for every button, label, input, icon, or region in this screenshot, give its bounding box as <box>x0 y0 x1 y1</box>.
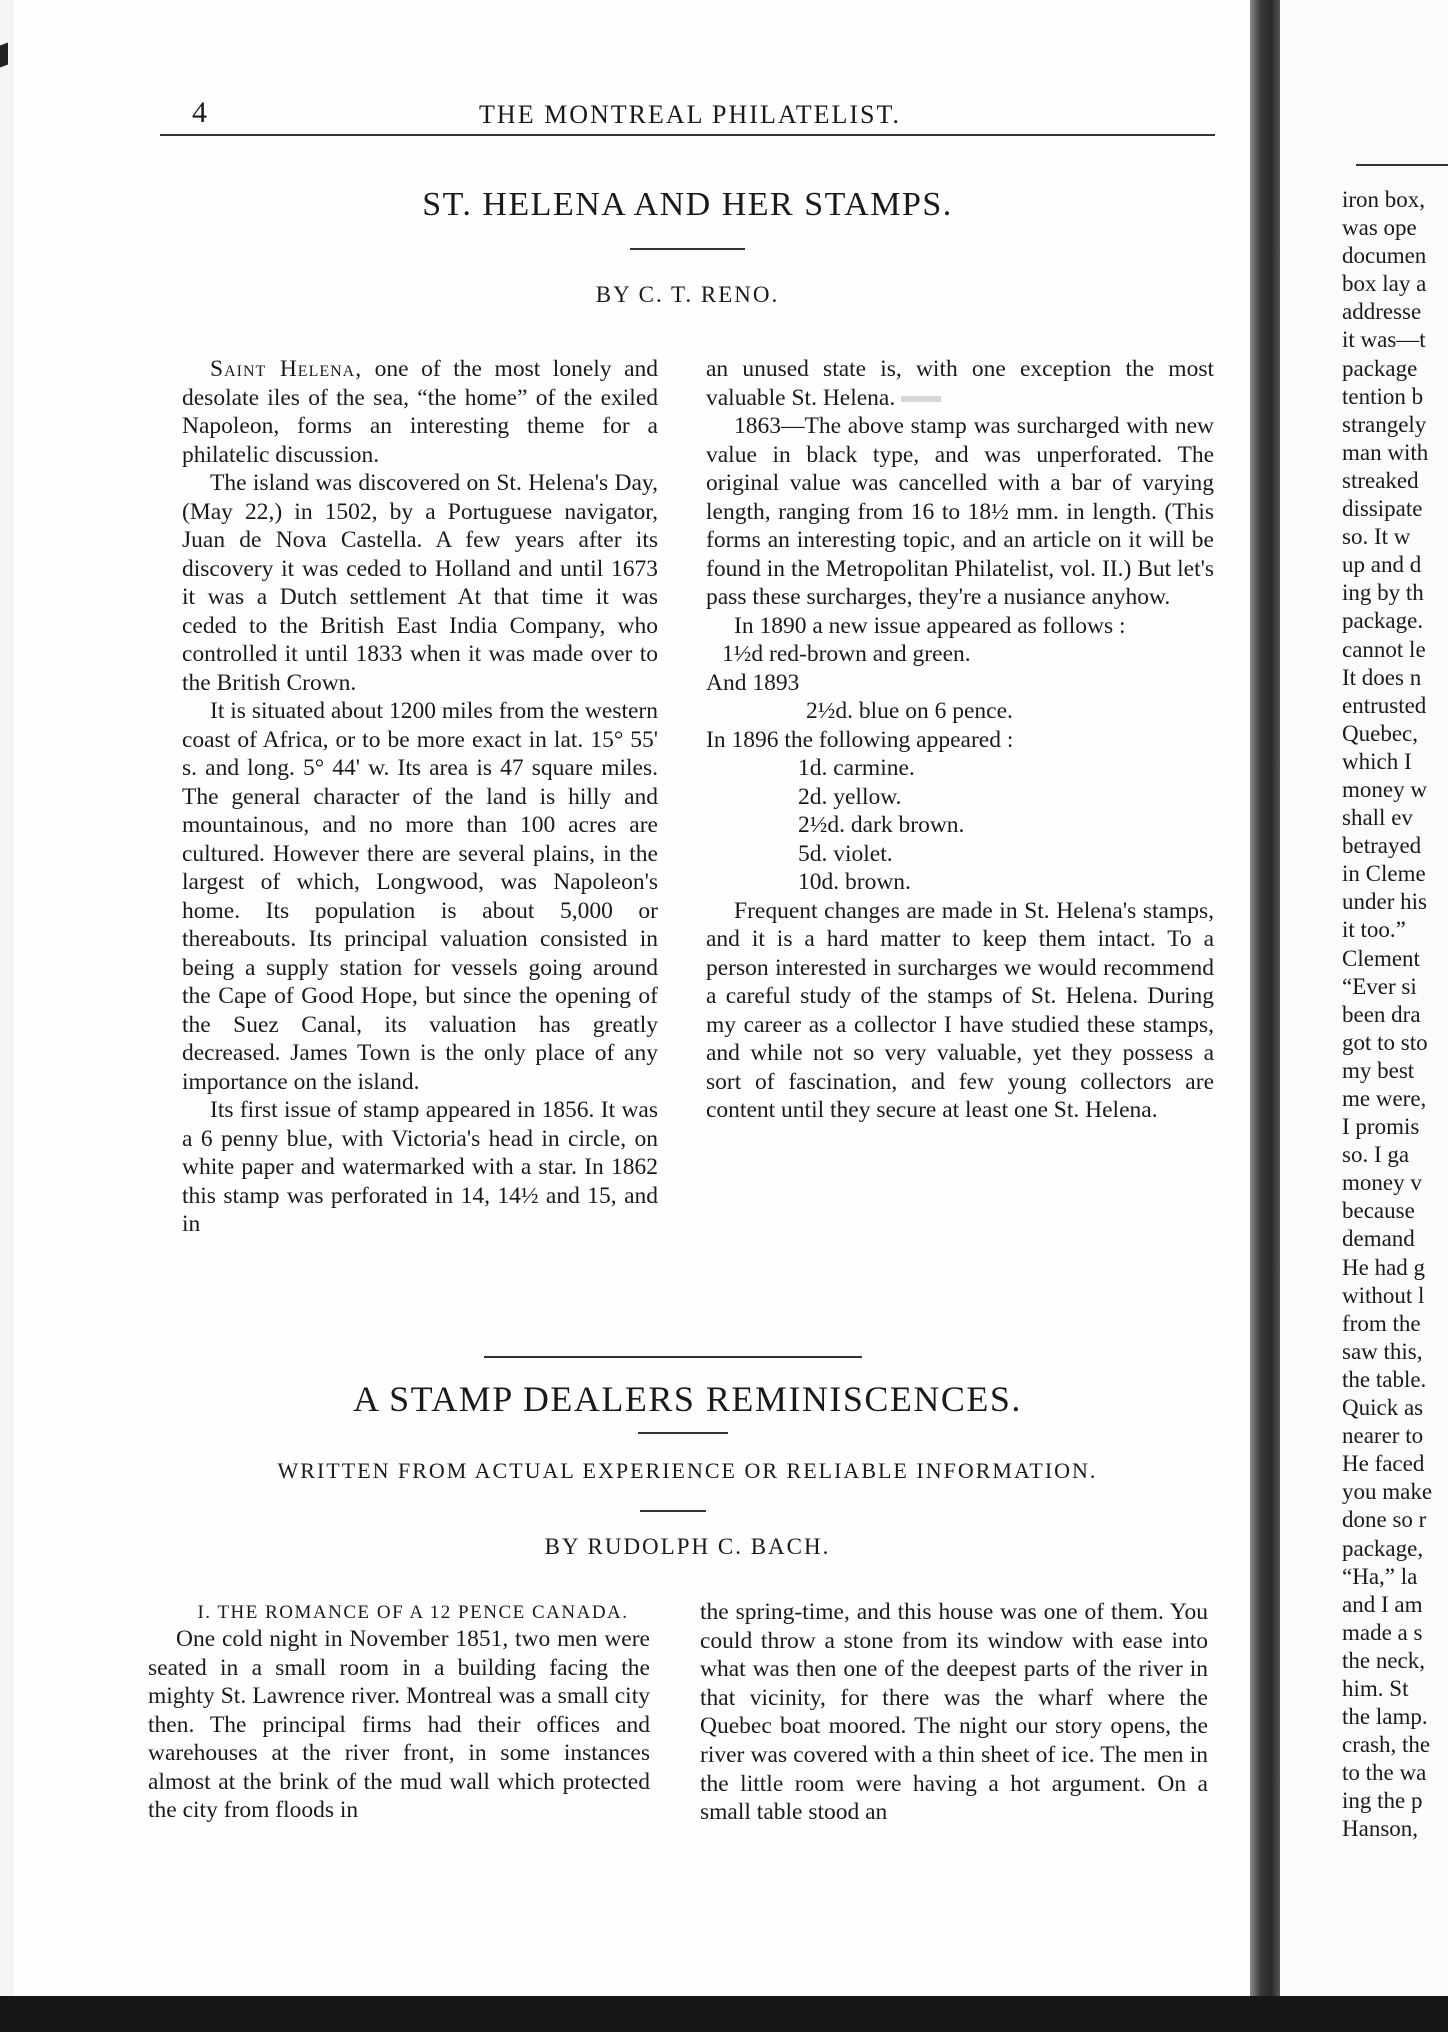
running-header <box>160 96 1220 136</box>
text-line: cannot le <box>1342 636 1426 662</box>
facing-page-rule <box>1356 164 1448 166</box>
text-line: documen <box>1342 243 1427 269</box>
article2-byline: BY RUDOLPH C. BACH. <box>544 1534 831 1559</box>
text-line: my best <box>1342 1057 1415 1083</box>
text-line: entrusted <box>1342 692 1427 718</box>
book-gutter <box>1250 0 1280 2032</box>
text-line: He had g <box>1342 1254 1426 1280</box>
paragraph: Frequent changes are made in St. Helena's stamps, and it is a hard matter to keep them intact. To a person interested in surcharges we would recommend a careful study of the stamps of St. Helena. During my career as a collector I have studied these stamps, and while not so very valuable, yet they possess a sort of fascination, and few young collectors are content until they secure at least one St. Helena. <box>706 897 1214 1123</box>
left-page-edge <box>0 0 14 2032</box>
text-line: “Ha,” la <box>1342 1563 1418 1589</box>
paragraph: one of the most lonely and desolate iles of the sea, “the home” of the exiled Napoleon, forms an interesting theme for a philatelic discussion. <box>182 356 659 468</box>
ink-smudge <box>901 396 941 402</box>
stamp-item: 2½d. dark brown. <box>798 812 965 838</box>
paragraph: The island was discovered on St. Helena's Day, (May 22,) in 1502, by a Portuguese navigator, Juan de Nova Castella. A few years after its discovery it was ceded to Holland and until 1673 it was a Dutch settlement At that time it was ceded to the British East India Company, who controlled it until 1833 when it was made over to the British Crown. <box>182 470 658 696</box>
text-line: to the wa <box>1342 1760 1427 1786</box>
article2-column-2 <box>700 1598 1208 1827</box>
text-line: dissipate <box>1342 496 1423 522</box>
text-line: you make <box>1342 1479 1433 1505</box>
journal-title: THE MONTREAL PHILATELIST. <box>479 100 901 129</box>
section-heading: I. THE ROMANCE OF A 12 PENCE CANADA. <box>197 1602 629 1623</box>
paragraph: In 1890 a new issue appeared as follows : <box>734 612 1126 639</box>
paragraph: Its first issue of stamp appeared in 1856. It was a 6 penny blue, with Victoria's head in circle, on white paper and watermarked with a star. In 1862 this stamp was perforated in 14, 14½ and 15, and in <box>182 1097 658 1237</box>
article2-subtitle: WRITTEN FROM ACTUAL EXPERIENCE OR RELIABLE INFORMATION. <box>277 1458 1098 1483</box>
text-line: nearer to <box>1342 1423 1424 1449</box>
text-line: Quebec, <box>1342 720 1418 746</box>
text-line: package <box>1342 355 1418 381</box>
article-separator <box>484 1356 862 1358</box>
stamp-item: 2d. yellow. <box>798 783 902 810</box>
text-line: package, <box>1342 1535 1424 1561</box>
stamp-item: 5d. violet. <box>798 840 893 867</box>
text-line: ing by th <box>1342 580 1424 606</box>
title-divider <box>638 1432 728 1434</box>
article2-title: A STAMP DEALERS REMINISCENCES. <box>353 1379 1022 1419</box>
text-line: up and d <box>1342 552 1422 578</box>
paragraph: One cold night in November 1851, two men were seated in a small room in a building facing the mighty St. Lawrence river. Montreal was a small city then. The principal firms had their offices and warehouses at the river front, in some instances almost at the brink of the mud wall which protected the city from floods in <box>148 1626 650 1823</box>
paragraph: the spring-time, and this house was one of them. You could throw a stone from its window with ease into what was then one of the deepest parts of the river in that vicinity, for there was the wharf where the Quebec boat moored. The night our story opens, the river was covered with a thin sheet of ice. The men in the little room were having a hot argument. On a small table stood an <box>700 1599 1208 1826</box>
stamp-item: 2½d. blue on 6 pence. <box>806 698 1013 724</box>
text-line: which I <box>1342 748 1412 774</box>
text-line: me were, <box>1342 1086 1427 1111</box>
text-line: under his <box>1342 889 1427 915</box>
text-line: done so r <box>1342 1507 1427 1533</box>
paragraph: It is situated about 1200 miles from the western coast of Africa, or to be more exact in lat. 15° 55' s. and long. 5° 44' w. Its area is 47 square miles. The general character of the land is hilly and mountainous, and no more than 100 acres are cultured. However there are several plains, in the largest of which, Longwood, was Napoleon's home. Its population is about 5,000 or thereabouts. Its principal valuation consisted in being a supply station for vessels going around the Cape of Good Hope, but since the opening of the Suez Canal, its valuation has greatly decreased. James Town is the only place of any importance on the island. <box>182 698 658 1095</box>
text-line: so. It w <box>1342 524 1411 550</box>
article1-byline: BY C. T. RENO. <box>595 282 780 307</box>
text-line: It does n <box>1342 664 1422 690</box>
edge-mark <box>0 43 8 68</box>
paragraph: 1863—The above stamp was surcharged with new value in black type, and was unperforated. The original value was cancelled with a bar of varying length, ranging from 16 to 18½ mm. in length. (This forms an interesting topic, and an article on it will be found in the Metropolitan Philatelist, vol. II.) But let's pass these surcharges, they're a nusiance anyhow. <box>706 413 1214 610</box>
text-line: package. <box>1342 608 1424 634</box>
stamp-item: 10d. brown. <box>798 869 911 895</box>
article2-column-1 <box>148 1600 650 1825</box>
text-line: “Ever si <box>1342 973 1417 999</box>
text-line: ing the p <box>1342 1788 1423 1814</box>
text-line: money v <box>1342 1170 1422 1196</box>
text-line: I promis <box>1342 1114 1420 1140</box>
text-line: box lay a <box>1342 271 1427 297</box>
text-line: tention b <box>1342 383 1424 409</box>
stamp-item: 1½d red-brown and green. <box>722 641 971 667</box>
page-number: 4 <box>192 96 207 129</box>
text-line: so. I ga <box>1342 1142 1410 1168</box>
article1-column-1 <box>182 355 658 1239</box>
article1-column-2 <box>706 355 1214 1125</box>
scan-bottom-edge <box>0 1996 1448 2032</box>
text-line: in Cleme <box>1342 861 1426 887</box>
text-line: demand <box>1342 1226 1415 1252</box>
text-line: betrayed <box>1342 833 1422 859</box>
text-line: got to sto <box>1342 1029 1428 1055</box>
text-line: and I am <box>1342 1591 1423 1617</box>
text-line: him. St <box>1342 1675 1409 1701</box>
text-line: the table. <box>1342 1366 1427 1392</box>
text-line: saw this, <box>1342 1338 1423 1364</box>
text-line: streaked <box>1342 467 1419 493</box>
text-line: Quick as <box>1342 1395 1424 1421</box>
text-line: was ope <box>1342 215 1417 241</box>
facing-page-text <box>1342 186 1432 1844</box>
article1-title: ST. HELENA AND HER STAMPS. <box>422 186 953 223</box>
text-line: He faced <box>1342 1451 1425 1477</box>
title-divider <box>630 248 745 250</box>
text-line: addresse <box>1342 299 1422 325</box>
subtitle-divider <box>640 1510 706 1512</box>
text-line: iron box, <box>1342 187 1426 212</box>
text-line: it too.” <box>1342 917 1406 943</box>
text-line: been dra <box>1342 1001 1421 1027</box>
text-line: because <box>1342 1198 1415 1224</box>
text-line: without l <box>1342 1282 1425 1308</box>
text-line: Hanson, <box>1342 1816 1419 1842</box>
text-line: money w <box>1342 776 1427 802</box>
header-rule <box>160 134 1215 136</box>
text-line: the neck, <box>1342 1647 1426 1673</box>
list-intro: In 1896 the following appeared : <box>706 726 1014 753</box>
text-line: it was—t <box>1342 327 1426 353</box>
text-line: Clement <box>1342 945 1420 971</box>
text-line: shall ev <box>1342 805 1413 831</box>
stamp-item: 1d. carmine. <box>798 755 915 781</box>
text-line: the lamp. <box>1342 1704 1428 1730</box>
text-line: made a s <box>1342 1619 1423 1645</box>
text-line: crash, the <box>1342 1732 1431 1758</box>
text-line: man with <box>1342 439 1429 465</box>
text-line: from the <box>1342 1310 1421 1336</box>
list-intro: And 1893 <box>706 669 800 696</box>
text-line: strangely <box>1342 411 1427 437</box>
opening-small-caps: Saint Helena, <box>210 356 363 382</box>
paragraph: an unused state is, with one exception the most valuable St. Helena. <box>706 356 1214 411</box>
